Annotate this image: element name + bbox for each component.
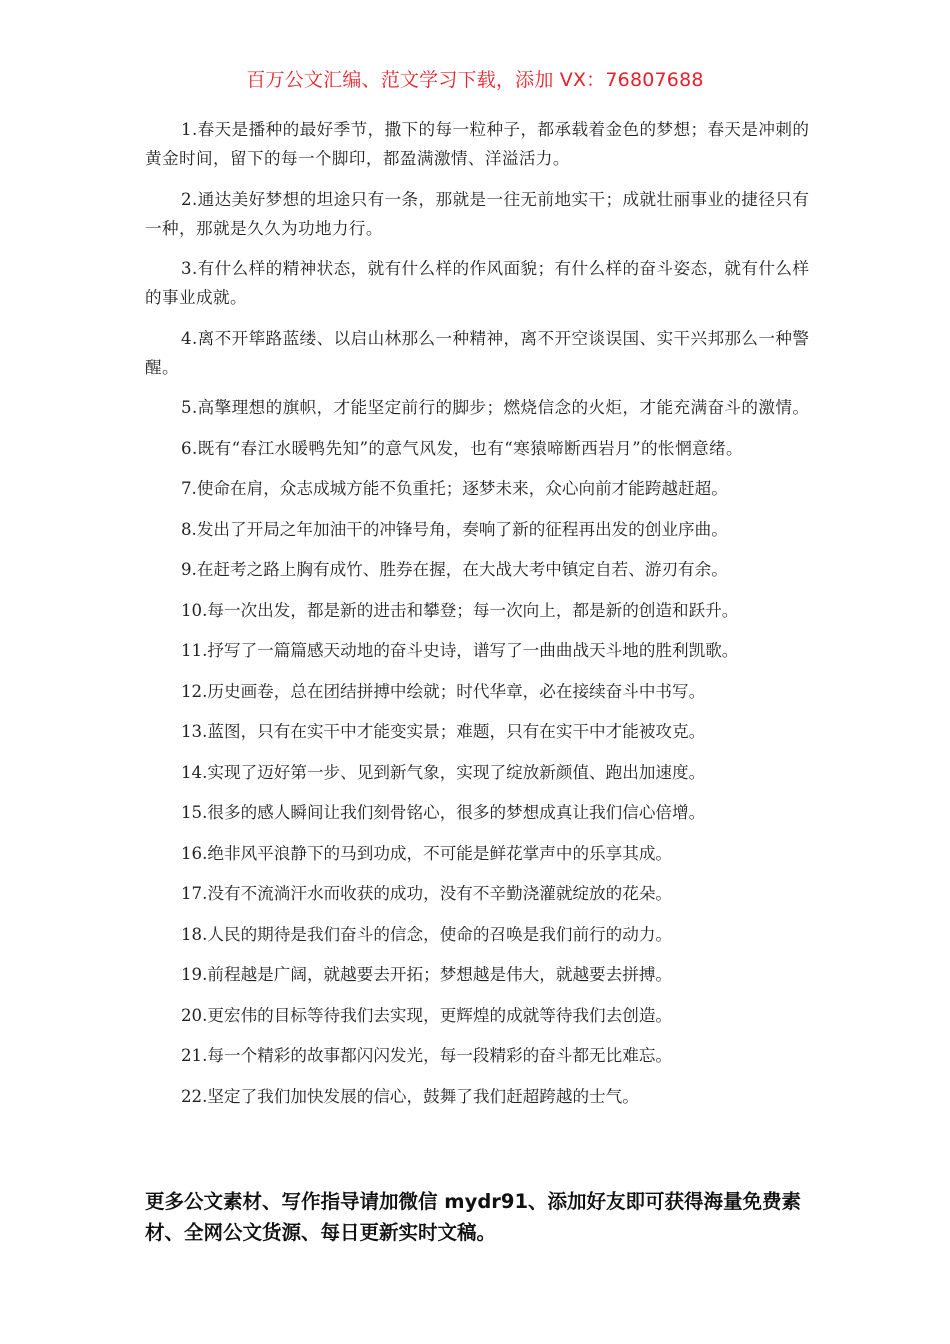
list-item: 17.没有不流淌汗水而收获的成功，没有不辛勤浇灌就绽放的花朵。 [181, 884, 673, 903]
list-item: 6.既有“春江水暖鸭先知”的意气风发，也有“寒猿啼断西岩月”的怅惘意绪。 [181, 438, 743, 458]
list-item: 3.有什么样的精神状态，就有什么样的作风面貌；有什么样的奋斗姿态，就有什么样的事业成就。 [145, 259, 810, 307]
list-item: 21.每一个精彩的故事都闪闪发光，每一段精彩的奋斗都无比难忘。 [181, 1046, 673, 1065]
list-item: 2.通达美好梦想的坦途只有一条，那就是一往无前地实干；成就壮丽事业的捷径只有一种，那就是久久为功地力行。 [145, 189, 810, 238]
list-item: 20.更宏伟的目标等待我们去实现，更辉煌的成就等待我们去创造。 [181, 1005, 673, 1025]
list-item: 12.历史画卷，总在团结拼搏中绘就；时代华章，必在接续奋斗中书写。 [181, 681, 706, 701]
list-item: 22.坚定了我们加快发展的信心，鼓舞了我们赶超跨越的士气。 [181, 1086, 639, 1106]
list-item: 7.使命在肩，众志成城方能不负重托；逐梦未来，众心向前才能跨越赶超。 [181, 479, 728, 498]
list-item: 10.每一次出发，都是新的进击和攀登；每一次向上，都是新的创造和跃升。 [181, 600, 739, 620]
list-item: 5.高擎理想的旗帜，才能坚定前行的脚步；燃烧信念的火炬，才能充满奋斗的激情。 [181, 398, 810, 417]
list-item: 11.抒写了一篇篇感天动地的奋斗史诗，谱写了一曲曲战天斗地的胜利凯歌。 [181, 641, 739, 660]
list-item: 15.很多的感人瞬间让我们刻骨铭心，很多的梦想成真让我们信心倍增。 [181, 803, 706, 822]
list-item: 18.人民的期待是我们奋斗的信念，使命的召唤是我们前行的动力。 [181, 924, 673, 944]
list-item: 9.在赶考之路上胸有成竹、胜券在握，在大战大考中镇定自若、游刃有余。 [181, 560, 728, 579]
list-item: 1.春天是播种的最好季节，撒下的每一粒种子，都承载着金色的梦想；春天是冲刺的黄金时间，留下的每一个脚印，都盈满激情、洋溢活力。 [145, 120, 810, 168]
footer-note: 更多公文素材、写作指导请加微信 mydr91、添加好友即可获得海量免费素材、全网公文货源、每日更新实时文稿。 [145, 1190, 802, 1244]
list-item: 8.发出了开局之年加油干的冲锋号角，奏响了新的征程再出发的创业序曲。 [181, 519, 728, 539]
list-item: 16.绝非风平浪静下的马到功成，不可能是鲜花掌声中的乐享其成。 [181, 843, 673, 863]
list-item: 14.实现了迈好第一步、见到新气象，实现了绽放新颜值、跑出加速度。 [181, 762, 706, 782]
document-body [145, 115, 825, 1122]
list-item: 4.离不开筚路蓝缕、以启山林那么一种精神，离不开空谈误国、实干兴邦那么一种警醒。 [145, 328, 810, 377]
list-item: 19.前程越是广阔，就越要去开拓；梦想越是伟大，就越要去拼搏。 [181, 965, 673, 984]
list-item: 13.蓝图，只有在实干中才能变实景；难题，只有在实干中才能被攻克。 [181, 722, 706, 741]
header-banner: 百万公文汇编、范文学习下载，添加 VX：76807688 [246, 69, 704, 91]
